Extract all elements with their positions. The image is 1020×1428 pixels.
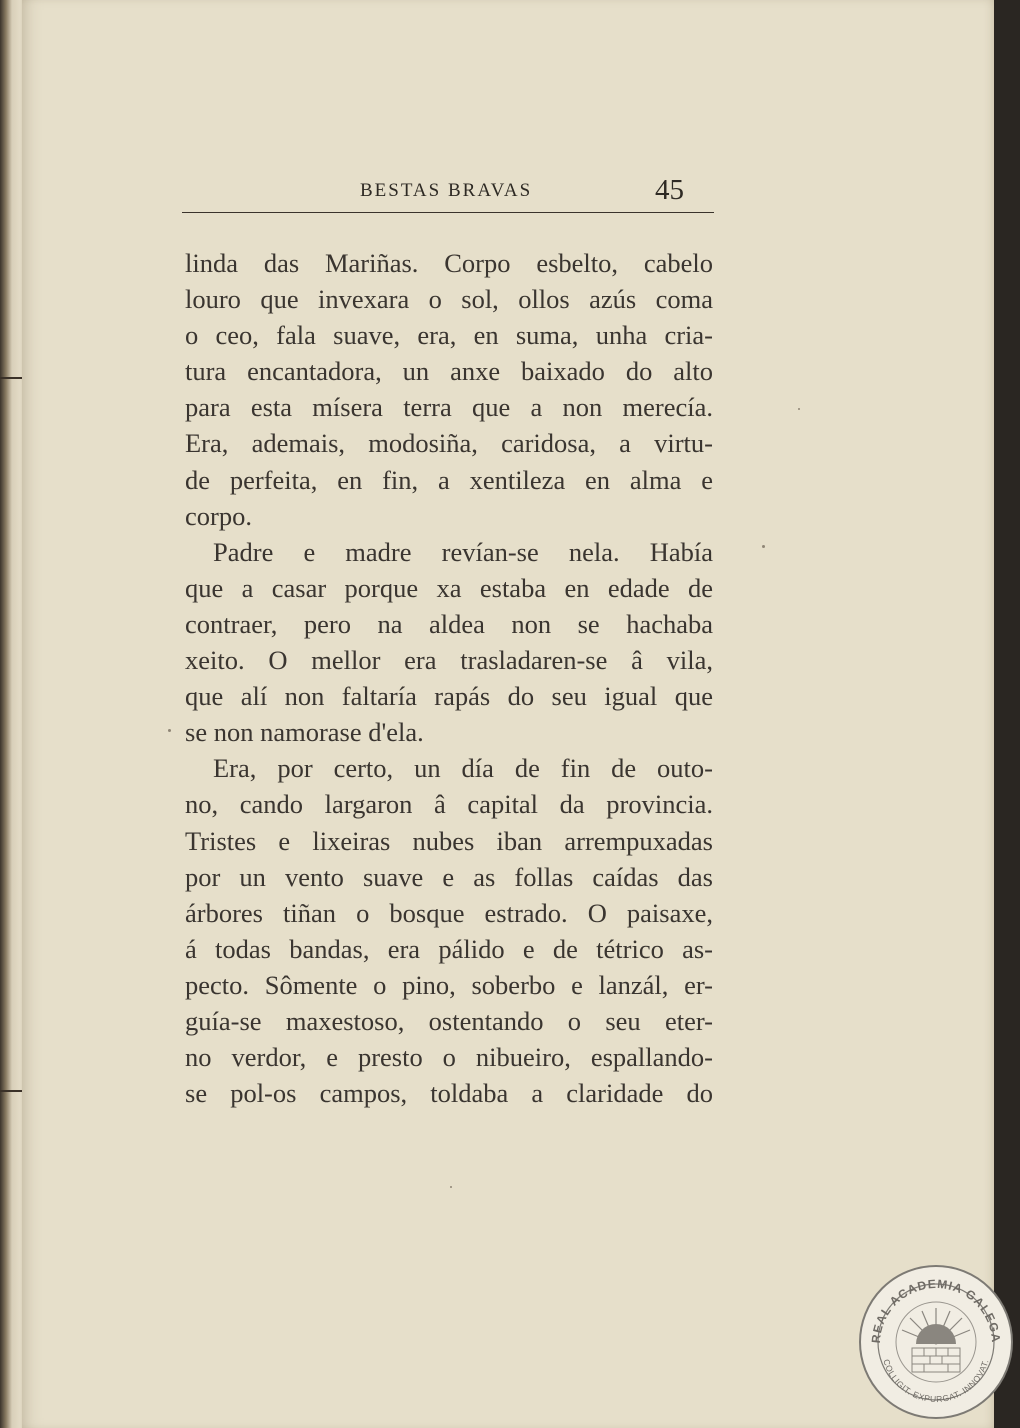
paper-speck — [168, 729, 171, 732]
text-line: linda das Mariñas. Corpo esbelto, cabelo — [185, 248, 713, 278]
text-line: Padre e madre revían-se nela. Había — [213, 536, 713, 567]
text-line: se pol-os campos, toldaba a claridade do — [185, 1078, 713, 1109]
paper-speck — [762, 545, 765, 548]
text-line: para esta mísera terra que a non merecía. — [185, 392, 713, 423]
text-line: corpo. — [185, 500, 252, 531]
text-line: que alí non faltaría rapás do seu igual que — [185, 681, 713, 712]
running-title: BESTAS BRAVAS — [360, 180, 533, 201]
text-line: louro que invexara o sol, ollos azús coma — [185, 284, 713, 315]
text-line: no verdor, e presto o nibueiro, espallando- — [185, 1042, 713, 1073]
paper-speck — [798, 408, 800, 410]
running-header — [182, 176, 714, 213]
text-line: árbores tiñan o bosque estrado. O paisaxe, — [185, 897, 713, 928]
text-line: que a casar porque xa estaba en edade de — [185, 572, 713, 603]
text-line: Tristes e lixeiras nubes iban arrempuxadas — [185, 825, 713, 856]
paper-speck — [450, 1186, 452, 1188]
text-line: o ceo, fala suave, era, en suma, unha cria- — [185, 320, 713, 351]
academy-seal-stamp — [858, 1264, 1014, 1420]
text-line: á todas bandas, era pálido e de tétrico as- — [185, 933, 713, 964]
text-line: de perfeita, en fin, a xentileza en alma e — [185, 464, 713, 495]
text-line: por un vento suave e as follas caídas das — [185, 861, 713, 892]
seal-bottom-text: COLLIGIT. EXPURGAT. INNOVAT. — [881, 1357, 991, 1405]
text-line: Era, ademais, modosiña, caridosa, a virtu- — [185, 428, 713, 459]
text-line: Era, por certo, un día de fin de outo- — [213, 753, 713, 784]
text-line: pecto. Sômente o pino, soberbo e lanzál, er- — [185, 969, 713, 1000]
page-number: 45 — [655, 174, 684, 206]
text-line: contraer, pero na aldea non se hachaba — [185, 608, 713, 639]
body-text — [185, 245, 713, 1111]
text-line: se non namorase d'ela. — [185, 717, 424, 748]
text-line: xeito. O mellor era trasladaren-se â vila, — [185, 645, 713, 676]
text-line: guía-se maxestoso, ostentando o seu eter- — [185, 1005, 713, 1036]
seal-top-text: REAL ACADEMIA GALEGA — [868, 1276, 1004, 1344]
text-line: tura encantadora, un anxe baixado do alto — [185, 356, 713, 387]
text-line: no, cando largaron â capital da provincia. — [185, 789, 713, 820]
